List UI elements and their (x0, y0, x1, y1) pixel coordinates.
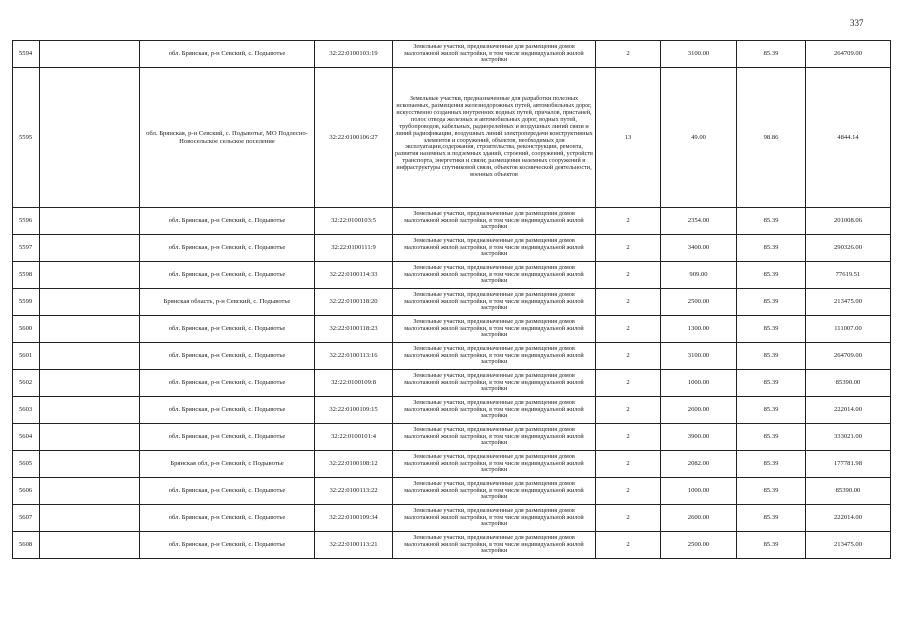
address-cell: обл. Брянская, р-н Севский, с. Подывотье (140, 41, 315, 68)
cadastral-number-cell: 32:22:0100109:34 (315, 505, 393, 532)
area-cell: 909.00 (661, 262, 737, 289)
empty-cell (40, 424, 140, 451)
row-number-cell: 5601 (13, 343, 40, 370)
permitted-use-cell: Земельные участки, предназначенные для размещения домов малоэтажной жилой застройки, в том числе индивидуальной жилой застройки (393, 208, 596, 235)
address-cell: обл. Брянская, р-н Севский, с. Подывотье (140, 343, 315, 370)
cadastral-number-cell: 32:22:0100101:4 (315, 424, 393, 451)
cadastral-value-cell: 213475.00 (806, 289, 891, 316)
table-row (13, 41, 891, 68)
row-number-cell: 5595 (13, 68, 40, 208)
specific-value-cell: 85.39 (737, 235, 806, 262)
cadastral-value-cell: 4844.14 (806, 68, 891, 208)
area-cell: 1000.00 (661, 370, 737, 397)
cadastral-number-cell: 32:22:0100106:27 (315, 68, 393, 208)
group-code-cell: 2 (596, 478, 661, 505)
group-code-cell: 2 (596, 424, 661, 451)
group-code-cell: 2 (596, 208, 661, 235)
area-cell: 2354.00 (661, 208, 737, 235)
empty-cell (40, 289, 140, 316)
specific-value-cell: 85.39 (737, 343, 806, 370)
specific-value-cell: 85.39 (737, 262, 806, 289)
area-cell: 3100.00 (661, 343, 737, 370)
area-cell: 2600.00 (661, 505, 737, 532)
cadastral-value-cell: 213475.00 (806, 532, 891, 559)
cadastral-number-cell: 32:22:0100113:16 (315, 343, 393, 370)
cadastral-value-cell: 290326.00 (806, 235, 891, 262)
empty-cell (40, 370, 140, 397)
group-code-cell: 2 (596, 370, 661, 397)
registry-body (13, 41, 891, 559)
row-number-cell: 5598 (13, 262, 40, 289)
specific-value-cell: 85.39 (737, 370, 806, 397)
specific-value-cell: 85.39 (737, 316, 806, 343)
row-number-cell: 5604 (13, 424, 40, 451)
group-code-cell: 2 (596, 505, 661, 532)
table-row (13, 316, 891, 343)
cadastral-value-cell: 177781.98 (806, 451, 891, 478)
area-cell: 3100.00 (661, 41, 737, 68)
specific-value-cell: 85.39 (737, 397, 806, 424)
address-cell: Брянская область, р-н Севский, с. Подывотье (140, 289, 315, 316)
table-row (13, 235, 891, 262)
group-code-cell: 2 (596, 316, 661, 343)
row-number-cell: 5596 (13, 208, 40, 235)
group-code-cell: 2 (596, 532, 661, 559)
row-number-cell: 5605 (13, 451, 40, 478)
cadastral-value-cell: 264709.00 (806, 41, 891, 68)
page-number: 337 (850, 18, 864, 28)
area-cell: 3400.00 (661, 235, 737, 262)
group-code-cell: 2 (596, 41, 661, 68)
area-cell: 49.00 (661, 68, 737, 208)
row-number-cell: 5608 (13, 532, 40, 559)
empty-cell (40, 68, 140, 208)
specific-value-cell: 85.39 (737, 424, 806, 451)
row-number-cell: 5602 (13, 370, 40, 397)
permitted-use-cell: Земельные участки, предназначенные для размещения домов малоэтажной жилой застройки, в том числе индивидуальной жилой застройки (393, 532, 596, 559)
table-row (13, 68, 891, 208)
cadastral-value-cell: 201008.06 (806, 208, 891, 235)
address-cell: Брянская обл, р-н Севский, с Подывотье (140, 451, 315, 478)
permitted-use-cell: Земельные участки, предназначенные для разработки полезных ископаемых, размещения железнодорожных путей, автомобильных дорог, искусственно созданных внутренних водных путей, причалов, пристаней, полос отвода железных и автомобильных дорог, водных путей, трубопроводов, кабельных, радиорелейных и воздушных линий связи и линий радиофикации, воздушных линий электропередачи конструктивных элементов и сооружений, объектов, необходимых для эксплуатации,содержания, строительства, реконструкции, ремонта, развития наземных и подземных зданий, строений, сооружений, устройств транспорта, энергетики и связи; размещения наземных сооружений и инфраструктуры спутниковой связи, объектов космической деятельности, военных объектов (393, 68, 596, 208)
address-cell: обл. Брянская, р-н Севский, с. Подывотье, МО Подлесно-Новосельское сельское поселение (140, 68, 315, 208)
cadastral-number-cell: 32:22:0100118:23 (315, 316, 393, 343)
address-cell: обл. Брянская, р-н Севский, с. Подывотье (140, 370, 315, 397)
empty-cell (40, 451, 140, 478)
cadastral-number-cell: 32:22:0100118:20 (315, 289, 393, 316)
empty-cell (40, 478, 140, 505)
row-number-cell: 5607 (13, 505, 40, 532)
group-code-cell: 2 (596, 343, 661, 370)
row-number-cell: 5597 (13, 235, 40, 262)
specific-value-cell: 85.39 (737, 451, 806, 478)
permitted-use-cell: Земельные участки, предназначенные для размещения домов малоэтажной жилой застройки, в том числе индивидуальной жилой застройки (393, 41, 596, 68)
cadastral-value-cell: 222014.00 (806, 505, 891, 532)
cadastral-value-cell: 77619.51 (806, 262, 891, 289)
permitted-use-cell: Земельные участки, предназначенные для размещения домов малоэтажной жилой застройки, в том числе индивидуальной жилой застройки (393, 370, 596, 397)
specific-value-cell: 98.86 (737, 68, 806, 208)
empty-cell (40, 316, 140, 343)
cadastral-number-cell: 32:22:0100113:22 (315, 478, 393, 505)
cadastral-number-cell: 32:22:0100103:5 (315, 208, 393, 235)
table-row (13, 208, 891, 235)
table-row (13, 262, 891, 289)
permitted-use-cell: Земельные участки, предназначенные для размещения домов малоэтажной жилой застройки, в том числе индивидуальной жилой застройки (393, 235, 596, 262)
cadastral-value-cell: 85390.00 (806, 370, 891, 397)
empty-cell (40, 397, 140, 424)
cadastral-number-cell: 32:22:0100111:9 (315, 235, 393, 262)
area-cell: 2082.00 (661, 451, 737, 478)
cadastral-number-cell: 32:22:0100108:12 (315, 451, 393, 478)
specific-value-cell: 85.39 (737, 208, 806, 235)
row-number-cell: 5594 (13, 41, 40, 68)
specific-value-cell: 85.39 (737, 532, 806, 559)
specific-value-cell: 85.39 (737, 41, 806, 68)
area-cell: 3900.00 (661, 424, 737, 451)
group-code-cell: 2 (596, 262, 661, 289)
specific-value-cell: 85.39 (737, 505, 806, 532)
area-cell: 2500.00 (661, 289, 737, 316)
group-code-cell: 2 (596, 397, 661, 424)
empty-cell (40, 505, 140, 532)
cadastral-number-cell: 32:22:0100109:15 (315, 397, 393, 424)
group-code-cell: 2 (596, 451, 661, 478)
address-cell: обл. Брянская, р-н Севский, с. Подывотье (140, 235, 315, 262)
address-cell: обл. Брянская, р-н Севский, с. Подывотье (140, 262, 315, 289)
group-code-cell: 2 (596, 289, 661, 316)
table-row (13, 424, 891, 451)
cadastral-number-cell: 32:22:0100109:8 (315, 370, 393, 397)
table-row (13, 532, 891, 559)
permitted-use-cell: Земельные участки, предназначенные для размещения домов малоэтажной жилой застройки, в том числе индивидуальной жилой застройки (393, 424, 596, 451)
row-number-cell: 5603 (13, 397, 40, 424)
specific-value-cell: 85.39 (737, 478, 806, 505)
empty-cell (40, 208, 140, 235)
address-cell: обл. Брянская, р-н Севский, с. Подывотье (140, 397, 315, 424)
empty-cell (40, 262, 140, 289)
cadastral-value-cell: 264709.00 (806, 343, 891, 370)
address-cell: обл. Брянская, р-н Севский, с. Подывотье (140, 316, 315, 343)
cadastral-value-cell: 222014.00 (806, 397, 891, 424)
permitted-use-cell: Земельные участки, предназначенные для размещения домов малоэтажной жилой застройки, в том числе индивидуальной жилой застройки (393, 316, 596, 343)
permitted-use-cell: Земельные участки, предназначенные для размещения домов малоэтажной жилой застройки, в том числе индивидуальной жилой застройки (393, 478, 596, 505)
table-row (13, 397, 891, 424)
cadastral-number-cell: 32:22:0100113:21 (315, 532, 393, 559)
permitted-use-cell: Земельные участки, предназначенные для размещения домов малоэтажной жилой застройки, в том числе индивидуальной жилой застройки (393, 343, 596, 370)
table-row (13, 289, 891, 316)
cadastral-number-cell: 32:22:0100103:19 (315, 41, 393, 68)
cadastral-value-cell: 333021.00 (806, 424, 891, 451)
address-cell: обл. Брянская, р-н Севский, с. Подывотье (140, 532, 315, 559)
table-row (13, 370, 891, 397)
address-cell: обл. Брянская, р-н Севский, с. Подывотье (140, 424, 315, 451)
permitted-use-cell: Земельные участки, предназначенные для размещения домов малоэтажной жилой застройки, в том числе индивидуальной жилой застройки (393, 397, 596, 424)
area-cell: 1300.00 (661, 316, 737, 343)
address-cell: обл. Брянская, р-н Севский, с. Подывотье (140, 478, 315, 505)
group-code-cell: 2 (596, 235, 661, 262)
area-cell: 2500.00 (661, 532, 737, 559)
row-number-cell: 5599 (13, 289, 40, 316)
area-cell: 2600.00 (661, 397, 737, 424)
specific-value-cell: 85.39 (737, 289, 806, 316)
land-registry-table (12, 40, 891, 559)
address-cell: обл. Брянская, р-н Севский, с. Подывотье (140, 505, 315, 532)
area-cell: 1000.00 (661, 478, 737, 505)
cadastral-value-cell: 85390.00 (806, 478, 891, 505)
permitted-use-cell: Земельные участки, предназначенные для размещения домов малоэтажной жилой застройки, в том числе индивидуальной жилой застройки (393, 289, 596, 316)
table-row (13, 451, 891, 478)
empty-cell (40, 41, 140, 68)
empty-cell (40, 532, 140, 559)
row-number-cell: 5606 (13, 478, 40, 505)
table-row (13, 505, 891, 532)
cadastral-value-cell: 111007.00 (806, 316, 891, 343)
row-number-cell: 5600 (13, 316, 40, 343)
table-row (13, 343, 891, 370)
group-code-cell: 13 (596, 68, 661, 208)
empty-cell (40, 343, 140, 370)
empty-cell (40, 235, 140, 262)
permitted-use-cell: Земельные участки, предназначенные для размещения домов малоэтажной жилой застройки, в том числе индивидуальной жилой застройки (393, 505, 596, 532)
address-cell: обл. Брянская, р-н Севский, с. Подывотье (140, 208, 315, 235)
cadastral-number-cell: 32:22:0100114:33 (315, 262, 393, 289)
permitted-use-cell: Земельные участки, предназначенные для размещения домов малоэтажной жилой застройки, в том числе индивидуальной жилой застройки (393, 262, 596, 289)
permitted-use-cell: Земельные участки, предназначенные для размещения домов малоэтажной жилой застройки, в том числе индивидуальной жилой застройки (393, 451, 596, 478)
table-row (13, 478, 891, 505)
